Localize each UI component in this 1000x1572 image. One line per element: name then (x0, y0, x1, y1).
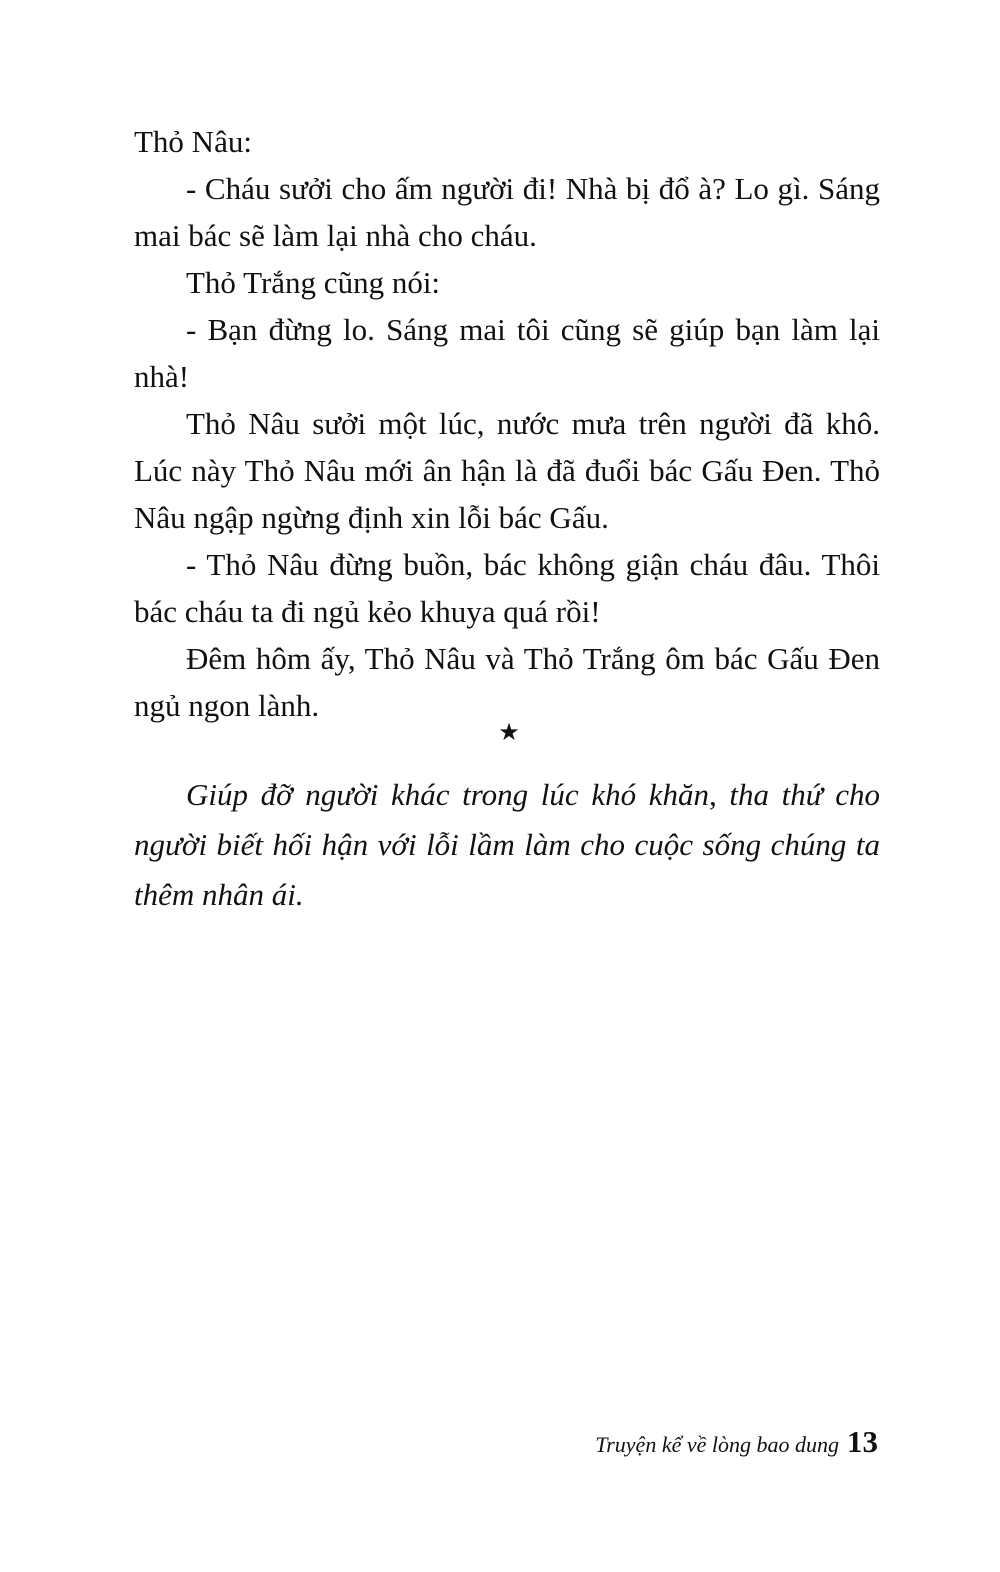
paragraph-narration: Thỏ Trắng cũng nói: (186, 265, 441, 300)
paragraph-dialogue: - Thỏ Nâu đừng buồn, bác không giận cháu đâu. Thôi bác cháu ta đi ngủ kẻo khuya quá rồi! (134, 547, 880, 629)
paragraph-narration: Thỏ Nâu sưởi một lúc, nước mưa trên người đã khô. Lúc này Thỏ Nâu mới ân hận là đã đuổi bác Gấu Đen. Thỏ Nâu ngập ngừng định xin lỗi bác Gấu. (134, 406, 880, 535)
paragraph-dialogue: - Bạn đừng lo. Sáng mai tôi cũng sẽ giúp bạn làm lại nhà! (134, 312, 880, 394)
story-text (134, 118, 880, 729)
page-number: 13 (847, 1424, 878, 1459)
paragraph-narration: Đêm hôm ấy, Thỏ Nâu và Thỏ Trắng ôm bác Gấu Đen ngủ ngon lành. (134, 641, 880, 723)
moral-paragraph: Giúp đỡ người khác trong lúc khó khăn, tha thứ cho người biết hối hận với lỗi lầm làm cho cuộc sống chúng ta thêm nhân ái. (134, 777, 880, 912)
moral-text (134, 770, 880, 920)
star-separator-icon: ★ (498, 720, 520, 746)
page-footer (595, 1424, 878, 1460)
book-title: Truyện kể về lòng bao dung (595, 1432, 839, 1457)
paragraph-dialogue: - Cháu sưởi cho ấm người đi! Nhà bị đổ à? Lo gì. Sáng mai bác sẽ làm lại nhà cho cháu. (134, 171, 880, 253)
paragraph-speaker: Thỏ Nâu: (134, 124, 252, 159)
